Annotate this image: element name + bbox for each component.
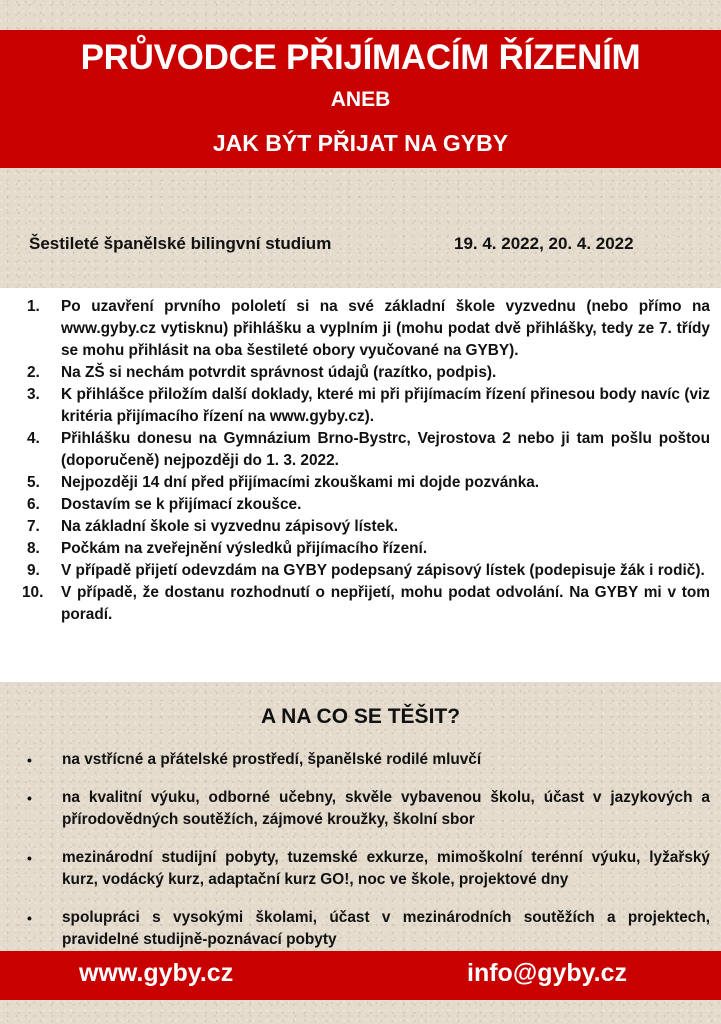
step-item	[0, 472, 721, 494]
page-subtitle: JAK BÝT PŘIJAT NA GYBY	[212, 130, 509, 156]
benefit-text: na vstřícné a přátelské prostředí, španělské rodilé mluvčí	[62, 751, 482, 768]
step-number: 5.	[27, 474, 40, 491]
step-number: 9.	[27, 562, 40, 579]
program-name: Šestileté španělské bilingvní studium	[29, 234, 332, 253]
bullet-icon: •	[27, 850, 32, 866]
step-text: Dostavím se k přijímací zkoušce.	[61, 496, 302, 513]
step-text: V případě, že dostanu rozhodnutí o nepřijetí, mohu podat odvolání. Na GYBY mi v tom poradí.	[61, 584, 710, 623]
steps-panel	[0, 288, 721, 682]
bullet-icon: •	[27, 790, 32, 806]
step-item	[0, 494, 721, 516]
step-item	[0, 362, 721, 384]
step-item	[0, 384, 721, 428]
step-number: 4.	[27, 430, 40, 447]
email-link[interactable]: info@gyby.cz	[467, 959, 628, 987]
step-item	[0, 582, 721, 626]
step-number: 10.	[22, 584, 44, 601]
step-item	[0, 538, 721, 560]
header-banner	[0, 30, 721, 168]
step-number: 2.	[27, 364, 40, 381]
step-text: Počkám na zveřejnění výsledků přijímacího řízení.	[61, 540, 428, 557]
benefits-heading: A NA CO SE TĚŠIT?	[260, 705, 461, 728]
step-item	[0, 560, 721, 582]
benefit-item	[0, 907, 721, 951]
footer-banner	[0, 951, 721, 1000]
step-number: 8.	[27, 540, 40, 557]
benefits-list	[0, 749, 721, 967]
step-text: Nejpozději 14 dní před přijímacími zkouškami mi dojde pozvánka.	[61, 474, 540, 491]
exam-dates: 19. 4. 2022, 20. 4. 2022	[454, 234, 634, 253]
steps-list	[0, 296, 721, 626]
step-text: Na ZŠ si nechám potvrdit správnost údajů (razítko, podpis).	[61, 364, 497, 381]
step-number: 6.	[27, 496, 40, 513]
step-text: Přihlášku donesu na Gymnázium Brno-Bystrc, Vejrostova 2 nebo ji tam pošlu poštou (doporučeně) nejpozději do 1. 3. 2022.	[61, 430, 710, 469]
benefit-text: na kvalitní výuku, odborné učebny, skvěle vybavenou školu, účast v jazykových a přírodovědných soutěžích, zájmové kroužky, školní sbor	[62, 789, 710, 828]
bullet-icon: •	[27, 752, 32, 768]
benefit-item	[0, 847, 721, 891]
benefit-item	[0, 749, 721, 771]
title-conjunction: ANEB	[330, 88, 391, 111]
website-link[interactable]: www.gyby.cz	[79, 959, 234, 987]
bullet-icon: •	[27, 910, 32, 926]
step-text: K přihlášce přiložím další doklady, které mi při přijímacím řízení přinesou body navíc (viz kritéria přijímacího řízení na www.gyby.cz).	[61, 386, 710, 425]
step-item	[0, 516, 721, 538]
step-text: Po uzavření prvního pololetí si na své základní škole vyzvednu (nebo přímo na www.gyby.cz vytisknu) přihlášku a vyplním ji (mohu podat dvě přihlášky, tedy ze 7. třídy se mohu přihlásit na oba šestileté obory vyučované na GYBY).	[61, 298, 710, 359]
step-number: 7.	[27, 518, 40, 535]
benefit-text: mezinárodní studijní pobyty, tuzemské exkurze, mimoškolní terénní výuku, lyžařský kurz, vodácký kurz, adaptační kurz GO!, noc ve škole, projektové dny	[62, 849, 710, 888]
benefit-text: spolupráci s vysokými školami, účast v mezinárodních soutěžích a projektech, pravidelné studijně-poznávací pobyty	[62, 909, 710, 948]
page-title: PRŮVODCE PŘIJÍMACÍM ŘÍZENÍM	[80, 38, 641, 77]
step-number: 1.	[27, 298, 40, 315]
step-number: 3.	[27, 386, 40, 403]
step-text: V případě přijetí odevzdám na GYBY podepsaný zápisový lístek (podepisuje žák i rodič).	[61, 562, 705, 579]
step-item	[0, 428, 721, 472]
step-text: Na základní škole si vyzvednu zápisový lístek.	[61, 518, 399, 535]
step-item	[0, 296, 721, 362]
benefit-item	[0, 787, 721, 831]
